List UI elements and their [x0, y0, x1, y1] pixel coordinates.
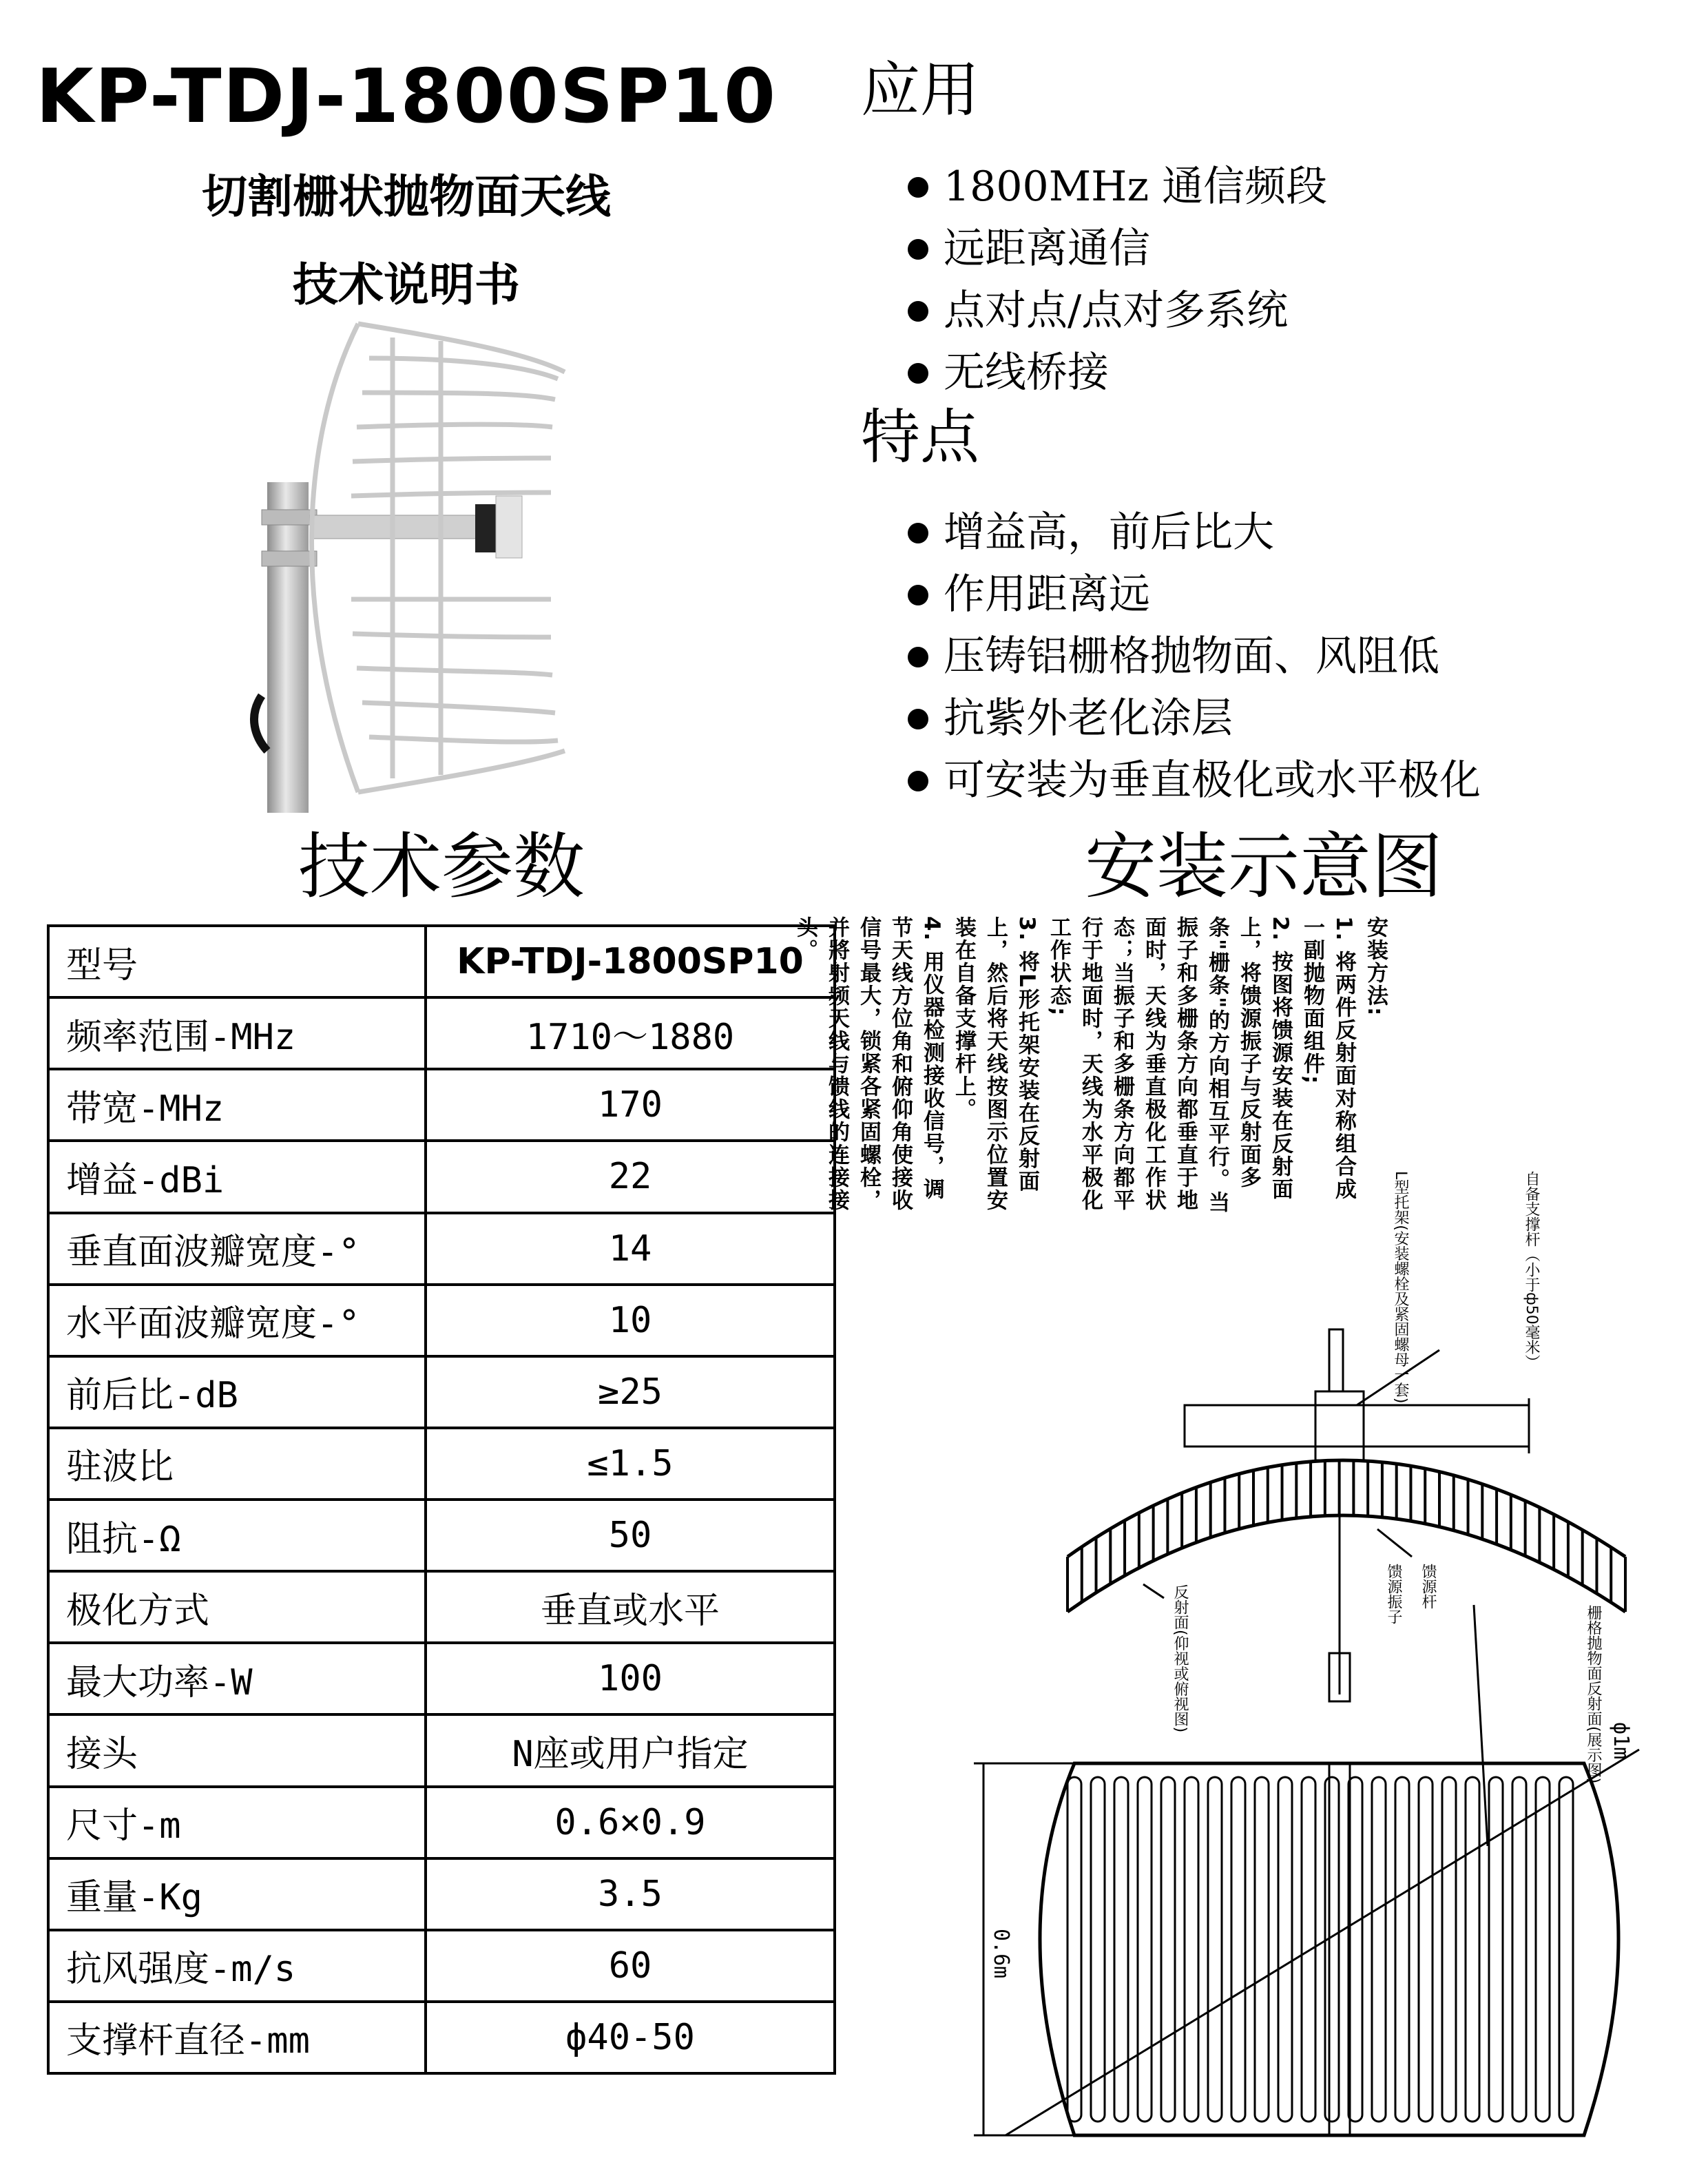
- reflector-slat: [1208, 1777, 1222, 2122]
- spec-value: 100: [426, 1643, 835, 1714]
- spec-label: 驻波比: [48, 1428, 426, 1500]
- spec-label: 带宽-MHz: [48, 1069, 426, 1141]
- bullet-icon: [908, 647, 928, 667]
- table-row: [48, 1858, 835, 1930]
- table-row: [48, 997, 835, 1069]
- spec-value: 50: [426, 1500, 835, 1571]
- spec-value: ≤1.5: [426, 1428, 835, 1500]
- list-item: 抗紫外老化涂层: [902, 687, 1481, 749]
- spec-value: 3.5: [426, 1858, 835, 1930]
- product-name: 切割栅状抛物面天线: [202, 170, 611, 223]
- reflector-slat: [1536, 1777, 1550, 2122]
- installation-step: 4. 用仪器检测接收信号，调节天线方位角和俯仰角使接收信号最大，锁紧各紧固螺栓，并將射频天线与馈线的连接接头。: [793, 916, 944, 1212]
- reflector-slat: [1302, 1777, 1315, 2122]
- bullet-icon: [908, 177, 928, 198]
- spec-value: 14: [426, 1213, 835, 1285]
- spec-value: 22: [426, 1141, 835, 1212]
- spec-label: 水平面波瓣宽度-°: [48, 1285, 426, 1356]
- list-item: 1800MHz 通信频段: [902, 156, 1327, 218]
- reflector-slat: [1395, 1777, 1409, 2122]
- table-row: [48, 2002, 835, 2073]
- feed-oscillator-label: 馈源振子: [1385, 1564, 1402, 1624]
- applications-heading: 应用: [861, 56, 979, 125]
- reflector-slat: [1255, 1777, 1269, 2122]
- spec-label: 阻抗-Ω: [48, 1500, 426, 1571]
- installation-method-title: 安装方法:: [1363, 916, 1388, 1017]
- spec-label: 垂直面波瓣宽度-°: [48, 1213, 426, 1285]
- spec-value: ф40-50: [426, 2002, 835, 2073]
- spec-label: 型号: [48, 926, 426, 997]
- table-row: [48, 1428, 835, 1500]
- bullet-icon: [908, 239, 928, 260]
- spec-label: 极化方式: [48, 1571, 426, 1643]
- feed-rod-label: 馈源杆: [1419, 1564, 1437, 1609]
- list-item: 压铸铝栅格抛物面、风阻低: [902, 625, 1481, 687]
- features-list: [902, 501, 1481, 811]
- table-row: [48, 1069, 835, 1141]
- diameter-dimension: ф1m: [1609, 1722, 1633, 1760]
- installation-step: 3. 将L形托架安装在反射面上，然后将天线按图示位置安装在自备支撑杆上。: [951, 916, 1039, 1212]
- reflector-slat: [1138, 1777, 1152, 2122]
- installation-step: 1. 将两件反射面对称组合成一副抛物面组件;: [1300, 916, 1356, 1201]
- applications-list: [902, 156, 1327, 404]
- bracket-label: L型托架(安装螺栓及紧固螺母一套): [1392, 1171, 1409, 1404]
- installation-step: 2. 按图将馈源安装在反射面上，将馈源振子与反射面多条"栅条"的方向相互平行。当振子和多栅条方向都垂直于地面时，天线为垂直极化工作状态；当振子和多栅条方向都平行于地面时，天线为水平极化工作状态;: [1046, 916, 1293, 1214]
- bullet-icon: [908, 585, 928, 605]
- reflector-label: 反射面(仰视或俯视图): [1171, 1584, 1189, 1733]
- spec-value: 10: [426, 1285, 835, 1356]
- reflector-slat: [1114, 1777, 1128, 2122]
- list-item: 作用距离远: [902, 563, 1481, 625]
- spec-label: 最大功率-W: [48, 1643, 426, 1714]
- support-pole: [1185, 1405, 1529, 1447]
- bullet-icon: [908, 301, 928, 322]
- spec-value: 60: [426, 1930, 835, 2002]
- reflector-slat: [1372, 1777, 1386, 2122]
- table-row: [48, 1643, 835, 1714]
- table-row: [48, 926, 835, 997]
- installation-diagram: [964, 1171, 1653, 2167]
- table-row: [48, 1213, 835, 1285]
- reflector-slat: [1278, 1777, 1292, 2122]
- spec-label: 抗风强度-m/s: [48, 1930, 426, 2002]
- reflector-slat: [1091, 1777, 1105, 2122]
- table-row: [48, 1141, 835, 1212]
- spec-label: 频率范围-MHz: [48, 997, 426, 1069]
- table-row: [48, 1930, 835, 2002]
- list-item: 无线桥接: [902, 342, 1327, 404]
- reflector-slat: [1512, 1777, 1526, 2122]
- reflector-plan-label: 栅格抛物面反射面(展示图): [1585, 1605, 1602, 1784]
- reflector-slat: [1419, 1777, 1433, 2122]
- bullet-icon: [908, 523, 928, 543]
- reflector-slat: [1489, 1777, 1503, 2122]
- specs-heading: 技术参数: [298, 825, 585, 909]
- table-row: [48, 1571, 835, 1643]
- features-heading: 特点: [861, 403, 979, 472]
- reflector-slat: [1231, 1777, 1245, 2122]
- reflector-slat: [1559, 1777, 1573, 2122]
- spec-value: N座或用户指定: [426, 1714, 835, 1786]
- reflector-slat: [1466, 1777, 1479, 2122]
- list-item: 可安装为垂直极化或水平极化: [902, 749, 1481, 811]
- reflector-slat: [1442, 1777, 1456, 2122]
- reflector-side: [1068, 1460, 1625, 1557]
- spec-table: [47, 924, 836, 2075]
- spec-label: 尺寸-m: [48, 1787, 426, 1858]
- spec-label: 增益-dBi: [48, 1141, 426, 1212]
- spec-value: 垂直或水平: [426, 1571, 835, 1643]
- document-type: 技术说明书: [293, 258, 520, 311]
- spec-label: 重量-Kg: [48, 1858, 426, 1930]
- table-row: [48, 1787, 835, 1858]
- feed-connector: [1329, 1329, 1343, 1391]
- installation-heading: 安装示意图: [1084, 825, 1443, 909]
- spec-value: KP-TDJ-1800SP10: [426, 926, 835, 997]
- spec-value: 0.6×0.9: [426, 1787, 835, 1858]
- bullet-icon: [908, 363, 928, 384]
- spec-label: 支撑杆直径-mm: [48, 2002, 426, 2073]
- spec-label: 接头: [48, 1714, 426, 1786]
- pole-label: 自备支撑杆（小于ф50毫米）: [1523, 1171, 1540, 1370]
- reflector-slat: [1185, 1777, 1198, 2122]
- height-dimension: 0.6m: [989, 1929, 1013, 1979]
- spec-value: 1710～1880: [426, 997, 835, 1069]
- table-row: [48, 1356, 835, 1428]
- table-row: [48, 1285, 835, 1356]
- spec-label: 前后比-dB: [48, 1356, 426, 1428]
- bullet-icon: [908, 771, 928, 791]
- list-item: 点对点/点对多系统: [902, 280, 1327, 342]
- l-bracket: [1315, 1391, 1364, 1460]
- reflector-slat: [1325, 1777, 1339, 2122]
- table-row: [48, 1714, 835, 1786]
- reflector-slat: [1161, 1777, 1175, 2122]
- reflector-slat: [1068, 1777, 1081, 2122]
- model-title: KP-TDJ-1800SP10: [35, 54, 778, 140]
- spec-value: ≥25: [426, 1356, 835, 1428]
- bullet-icon: [908, 709, 928, 729]
- spec-value: 170: [426, 1069, 835, 1141]
- list-item: 增益高，前后比大: [902, 501, 1481, 563]
- list-item: 远距离通信: [902, 218, 1327, 280]
- antenna-photo: [234, 310, 579, 813]
- table-row: [48, 1500, 835, 1571]
